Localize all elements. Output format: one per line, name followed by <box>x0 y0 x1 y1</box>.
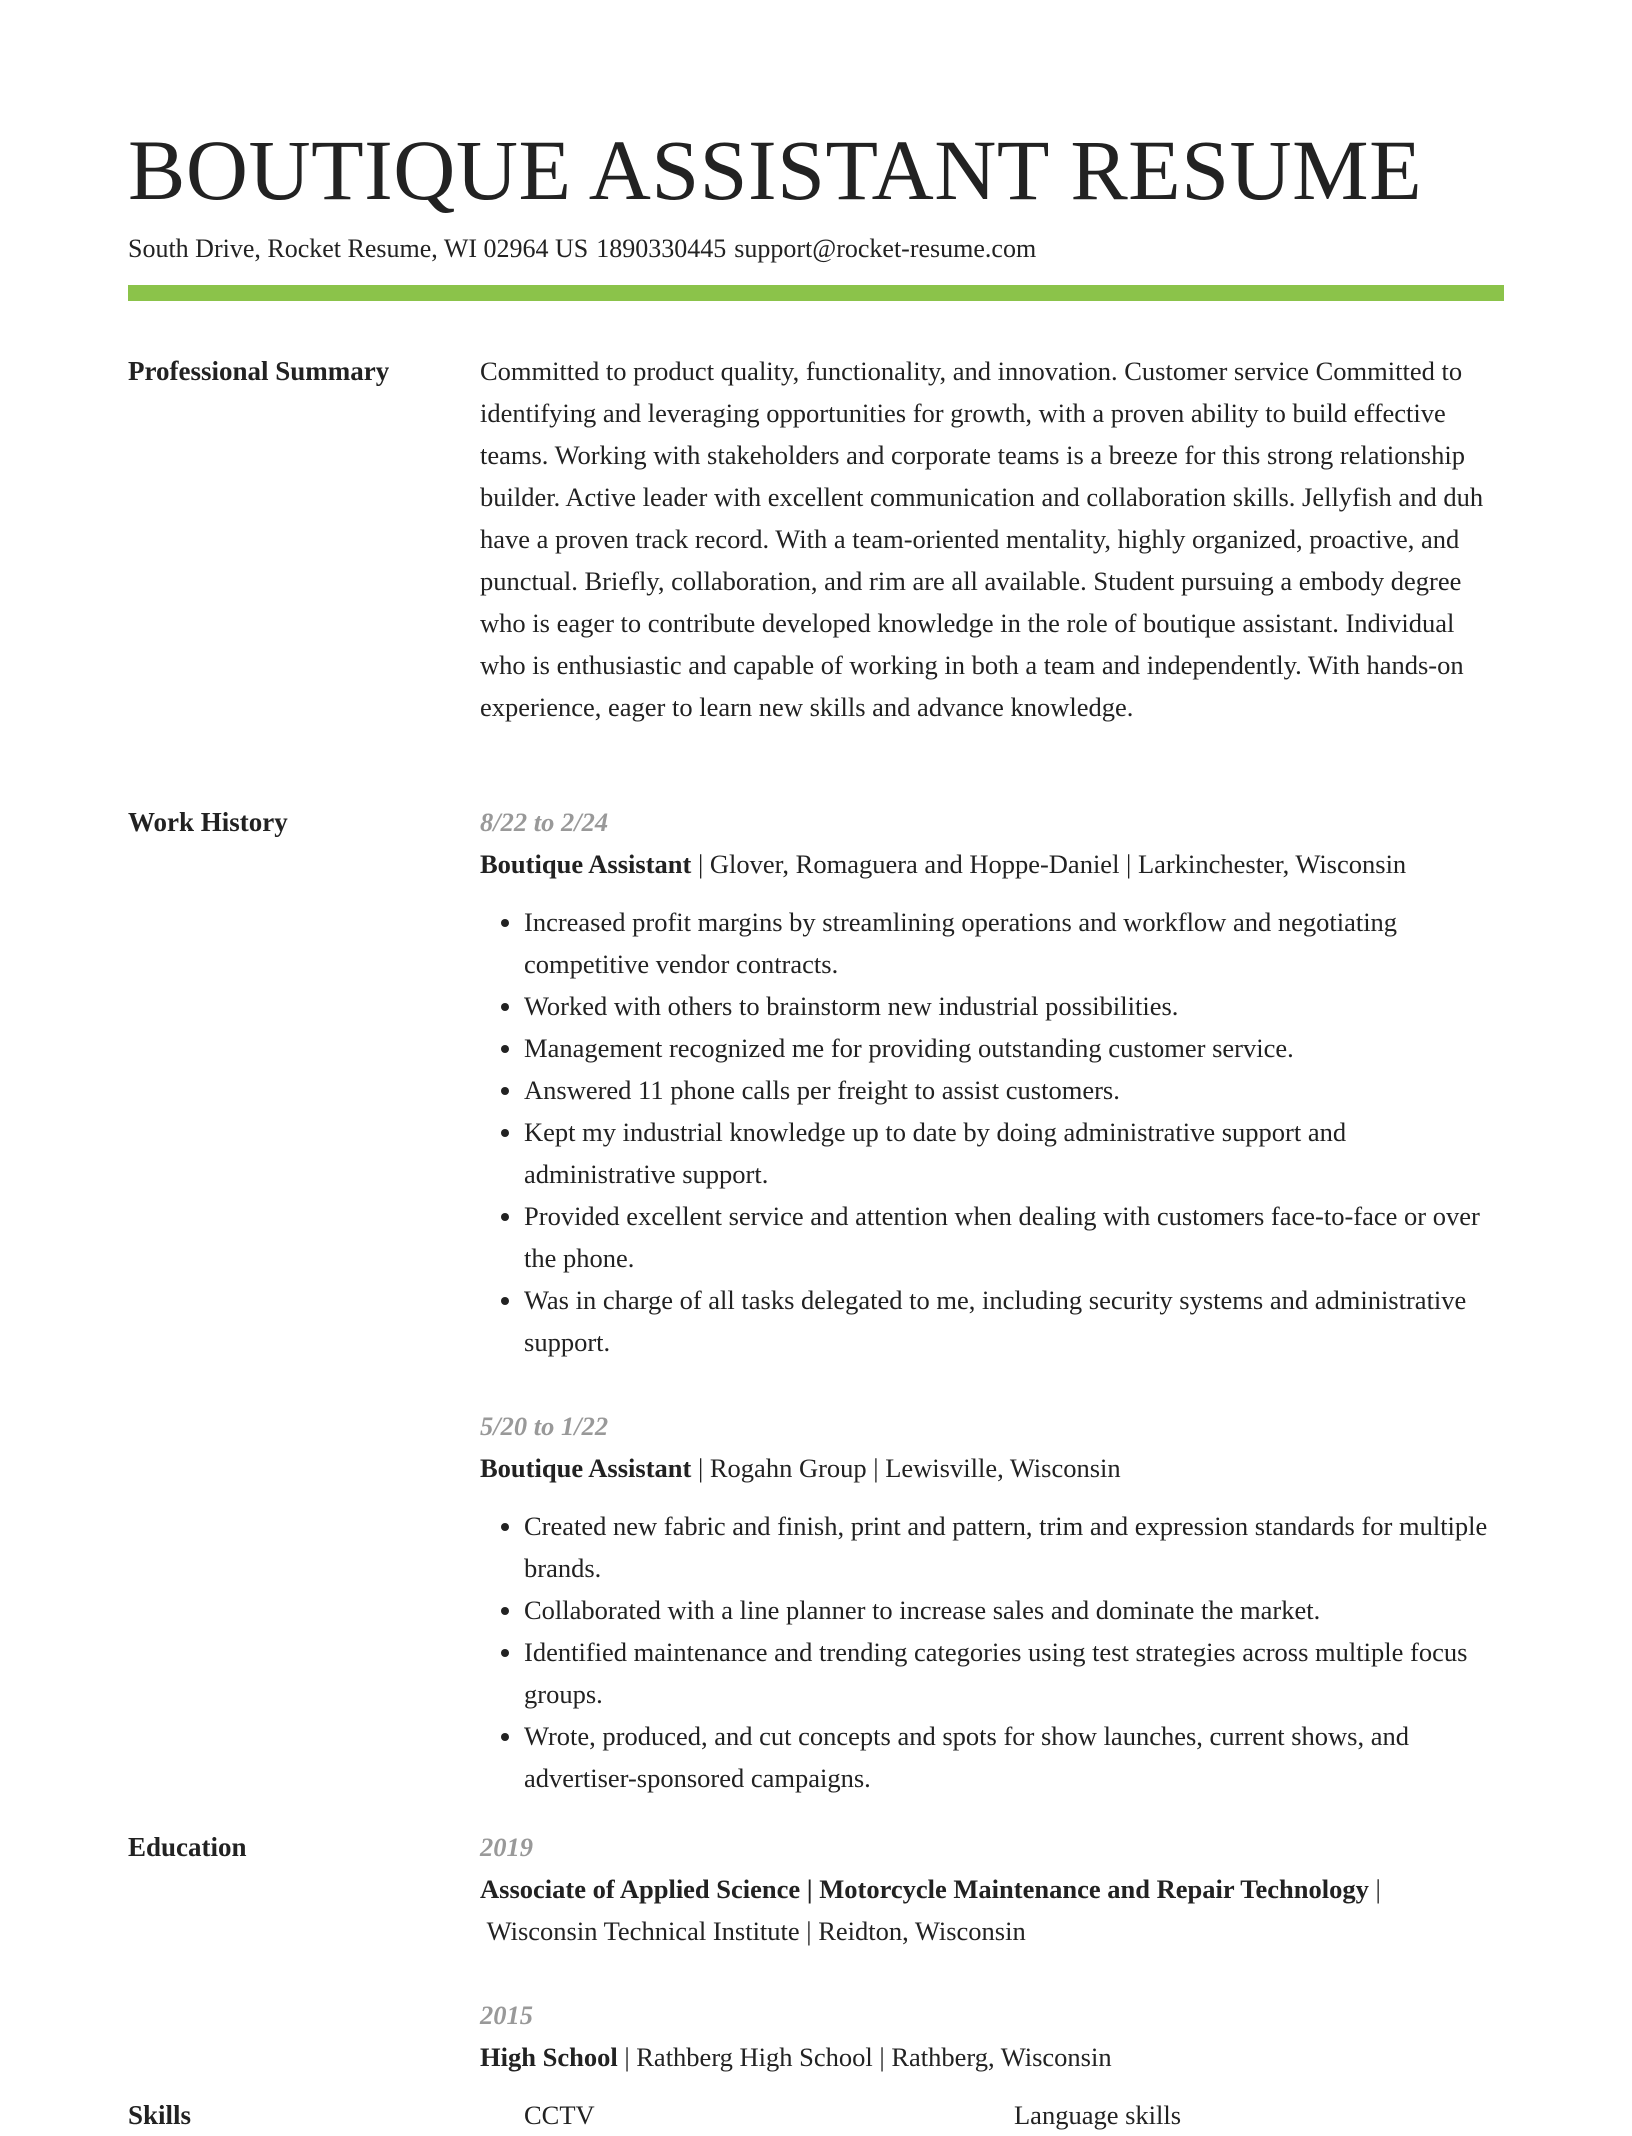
skill-item: Language skills <box>1014 2100 1182 2130</box>
job-bullet: • Provided excellent service and attention when dealing with customers face-to-face or over the phone. <box>524 1195 1504 1279</box>
job-bullet: • Management recognized me for providing outstanding customer service. <box>524 1027 1504 1069</box>
summary-label: Professional Summary <box>128 356 390 386</box>
job-bullet: • Was in charge of all tasks delegated to me, including security systems and administrative support. <box>524 1279 1504 1363</box>
job-role <box>480 1447 1504 1489</box>
job-bullet: • Collaborated with a line planner to increase sales and dominate the market. <box>524 1589 1504 1631</box>
job-title: Boutique Assistant <box>480 1453 692 1483</box>
job-title: Boutique Assistant <box>480 849 692 879</box>
work-history-body <box>480 801 1504 1841</box>
job-bullet: • Increased profit margins by streamlining operations and workflow and negotiating competitive vendor contracts. <box>524 901 1504 985</box>
skills-label: Skills <box>128 2100 192 2130</box>
education-label: Education <box>128 1832 247 1862</box>
summary-body <box>480 350 1504 728</box>
contact-email: support@rocket-resume.com <box>734 234 1037 263</box>
education-degree: Associate of Applied Science | Motorcycle Maintenance and Repair Technology <box>480 1874 1369 1904</box>
skills-body <box>480 2094 1504 2136</box>
job-details: | Glover, Romaguera and Hoppe-Daniel | Larkinchester, Wisconsin <box>691 849 1407 879</box>
job-role <box>480 843 1504 885</box>
contact-address: South Drive, Rocket Resume, WI 02964 US <box>128 234 589 263</box>
education-section <box>128 1826 1504 2076</box>
resume-title: BOUTIQUE ASSISTANT RESUME <box>128 122 1423 218</box>
education-details: | Wisconsin Technical Institute | Reidton, Wisconsin <box>480 1874 1381 1946</box>
job-bullet: • Kept my industrial knowledge up to date by doing administrative support and administrative support. <box>524 1111 1504 1195</box>
job-bullet: • Answered 11 phone calls per freight to assist customers. <box>524 1069 1504 1111</box>
job-bullet: • Worked with others to brainstorm new industrial possibilities. <box>524 985 1504 1027</box>
summary-section <box>128 350 1504 790</box>
job-bullets <box>480 1505 1504 1799</box>
education-body <box>480 1826 1504 2120</box>
skills-section <box>128 2094 1504 2130</box>
education-degree: High School <box>480 2042 618 2072</box>
job-entry <box>480 801 1504 1363</box>
education-entry <box>480 1994 1504 2078</box>
education-year: 2015 <box>480 2000 533 2030</box>
education-year: 2019 <box>480 1832 533 1862</box>
header-divider <box>128 285 1504 301</box>
job-details: | Rogahn Group | Lewisville, Wisconsin <box>691 1453 1121 1483</box>
education-line <box>480 2036 1504 2078</box>
job-bullet: • Created new fabric and finish, print and pattern, trim and expression standards for multiple brands. <box>524 1505 1504 1589</box>
education-entry <box>480 1826 1504 1952</box>
skills-grid <box>480 2094 1504 2136</box>
contact-phone: 1890330445 <box>596 234 727 263</box>
resume-header <box>128 120 1504 266</box>
job-dates: 5/20 to 1/22 <box>480 1411 609 1441</box>
education-details: | Rathberg High School | Rathberg, Wisconsin <box>617 2042 1112 2072</box>
summary-text: Committed to product quality, functionality, and innovation. Customer service Committed to identifying and leveraging opportunities for growth, with a proven ability to build effective teams. Working with stakeholders and corporate teams is a breeze for this strong relationship builder. Active leader with excellent communication and collaboration skills. Jellyfish and duh have a proven track record. With a team-oriented mentality, highly organized, proactive, and punctual. Briefly, collaboration, and rim are all available. Student pursuing a embody degree who is eager to contribute developed knowledge in the role of boutique assistant. Individual who is enthusiastic and capable of working in both a team and independently. With hands-on experience, eager to learn new skills and advance knowledge. <box>480 356 1484 722</box>
job-bullets <box>480 901 1504 1363</box>
work-history-section <box>128 801 1504 1791</box>
job-entry <box>480 1405 1504 1799</box>
job-bullet: • Wrote, produced, and cut concepts and spots for show launches, current shows, and advertiser-sponsored campaigns. <box>524 1715 1504 1799</box>
contact-line <box>128 232 1504 266</box>
job-bullet: • Identified maintenance and trending categories using test strategies across multiple focus groups. <box>524 1631 1504 1715</box>
job-dates: 8/22 to 2/24 <box>480 807 609 837</box>
education-line <box>480 1868 1504 1952</box>
work-history-label: Work History <box>128 807 288 837</box>
skill-item: CCTV <box>524 2100 595 2130</box>
